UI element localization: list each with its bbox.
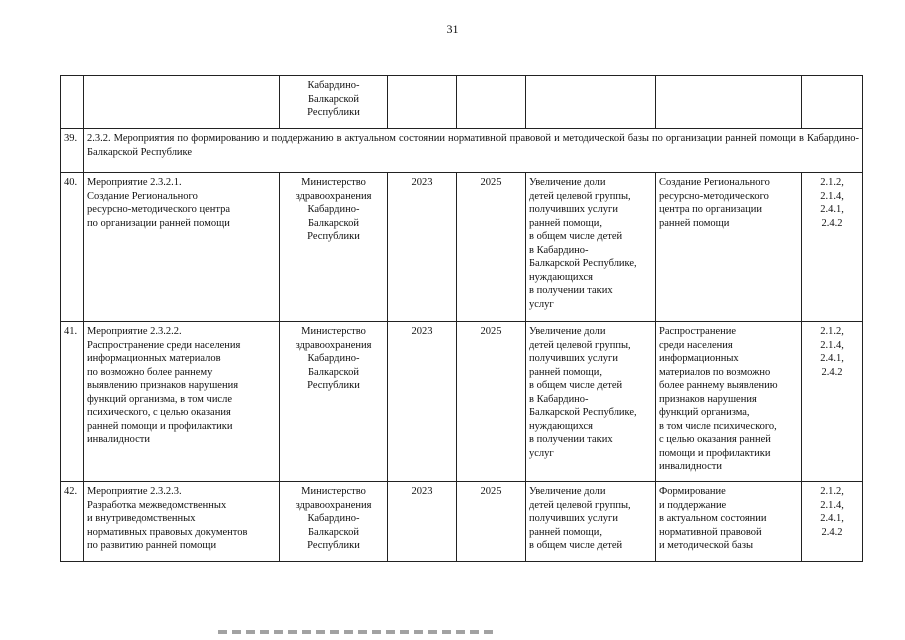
table-row [61, 173, 863, 322]
cell-name [84, 76, 280, 129]
table-row-section [61, 129, 863, 173]
cell-result [526, 76, 656, 129]
cell-num: 39. [61, 129, 84, 173]
cell-name: Мероприятие 2.3.2.2. Распространение среди населения информационных материалов по возможно более раннему выявлению признаков нарушения функций организма, в том числе психического, с целью оказания ранней помощи и профилактики инвалидности [84, 322, 280, 482]
cell-indicators: 2.1.2, 2.1.4, 2.4.1, 2.4.2 [802, 322, 863, 482]
cell-name: Мероприятие 2.3.2.3. Разработка межведомственных и внутриведомственных нормативных правовых документов по развитию ранней помощи [84, 482, 280, 562]
activities-table [60, 75, 863, 562]
cell-start-year: 2023 [388, 482, 457, 562]
cell-content [656, 76, 802, 129]
table-row [61, 322, 863, 482]
cell-start-year [388, 76, 457, 129]
cell-executor: Кабардино- Балкарской Республики [280, 76, 388, 129]
cell-content: Распространение среди населения информационных материалов по возможно более раннему выявлению признаков нарушения функций организма, в том числе психического, с целью оказания ранней помощи и профилактики инвалидности [656, 322, 802, 482]
cell-indicators: 2.1.2, 2.1.4, 2.4.1, 2.4.2 [802, 173, 863, 322]
cell-num: 41. [61, 322, 84, 482]
cell-end-year: 2025 [457, 322, 526, 482]
cell-end-year: 2025 [457, 173, 526, 322]
cell-result: Увеличение доли детей целевой группы, получивших услуги ранней помощи, в общем числе детей [526, 482, 656, 562]
cell-executor: Министерство здравоохранения Кабардино- Балкарской Республики [280, 173, 388, 322]
cell-start-year: 2023 [388, 173, 457, 322]
cell-result: Увеличение доли детей целевой группы, получивших услуги ранней помощи, в общем числе детей в Кабардино- Балкарской Республике, нуждающихся в получении таких услуг [526, 322, 656, 482]
section-heading: 2.3.2. Мероприятия по формированию и поддержанию в актуальном состоянии нормативной правовой и методической базы по организации ранней помощи в Кабардино-Балкарской Республике [84, 129, 863, 173]
cell-num [61, 76, 84, 129]
cell-start-year: 2023 [388, 322, 457, 482]
cell-content: Создание Регионального ресурсно-методического центра по организации ранней помощи [656, 173, 802, 322]
cell-executor: Министерство здравоохранения Кабардино- Балкарской Республики [280, 322, 388, 482]
cell-end-year: 2025 [457, 482, 526, 562]
cell-end-year [457, 76, 526, 129]
cell-indicators: 2.1.2, 2.1.4, 2.4.1, 2.4.2 [802, 482, 863, 562]
cell-num: 42. [61, 482, 84, 562]
scan-footer-artifact [218, 630, 498, 634]
cell-result: Увеличение доли детей целевой группы, получивших услуги ранней помощи, в общем числе детей в Кабардино- Балкарской Республике, нуждающихся в получении таких услуг [526, 173, 656, 322]
cell-name: Мероприятие 2.3.2.1. Создание Регионального ресурсно-методического центра по организации ранней помощи [84, 173, 280, 322]
table-row-continuation [61, 76, 863, 129]
cell-num: 40. [61, 173, 84, 322]
cell-content: Формирование и поддержание в актуальном состоянии нормативной правовой и методической базы [656, 482, 802, 562]
cell-executor: Министерство здравоохранения Кабардино- Балкарской Республики [280, 482, 388, 562]
table-row [61, 482, 863, 562]
cell-indicators [802, 76, 863, 129]
page-number: 31 [446, 22, 459, 36]
